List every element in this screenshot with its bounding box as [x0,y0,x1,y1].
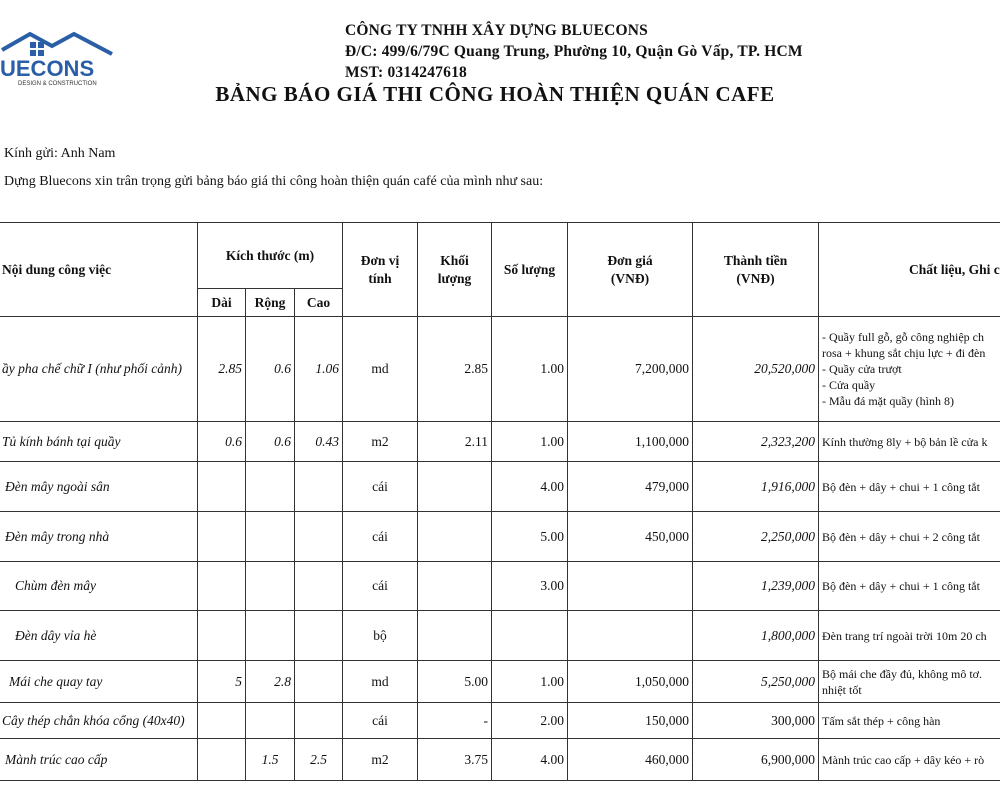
company-name: CÔNG TY TNHH XÂY DỰNG BLUECONS [345,22,648,39]
header-quantity: Số lượng [492,223,568,317]
company-logo [0,28,140,88]
row-total: 2,250,000 [693,512,819,562]
row-length [198,739,246,781]
company-info [345,20,803,83]
row-volume [418,562,492,611]
row-width [246,512,295,562]
row-qty: 4.00 [492,462,568,512]
row-notes [819,611,1000,661]
table-row [0,739,1000,781]
row-qty: 1.00 [492,317,568,422]
row-volume: 2.11 [418,422,492,462]
row-note-line: Bộ mái che đầy đủ, không mô tơ. [822,666,983,681]
header-total [693,223,819,317]
row-price: 7,200,000 [568,317,693,422]
intro-text: Dựng Bluecons xin trân trọng gửi bảng báo giá thi công hoàn thiện quán café của mình như sau: [4,174,544,189]
logo-tagline: DESIGN & CONSTRUCTION [18,81,97,87]
row-volume: - [418,703,492,739]
row-notes [819,317,1000,422]
row-width [246,462,295,512]
row-height [295,512,343,562]
row-name: Mái che quay tay [0,661,198,703]
row-total: 300,000 [693,703,819,739]
row-total: 6,900,000 [693,739,819,781]
row-note-line: Tấm sắt thép + công hàn [822,713,941,728]
row-unit: cái [343,512,418,562]
row-qty: 3.00 [492,562,568,611]
row-width: 0.6 [246,317,295,422]
row-height: 0.43 [295,422,343,462]
row-qty: 1.00 [492,661,568,703]
row-note-line: Bộ đèn + dây + chui + 1 công tắt [822,579,980,593]
row-price: 1,100,000 [568,422,693,462]
header-price-line1: Đơn giá [607,252,653,268]
header-unit-line2: tính [368,270,392,286]
row-note-line: Mành trúc cao cấp + dây kéo + rò [822,752,985,767]
row-total: 2,323,200 [693,422,819,462]
row-length [198,703,246,739]
row-unit: cái [343,703,418,739]
row-notes [819,422,1000,462]
table-row [0,611,1000,661]
row-height [295,703,343,739]
row-total: 5,250,000 [693,661,819,703]
table-row [0,422,1000,462]
row-price: 1,050,000 [568,661,693,703]
row-note-line: Bộ đèn + dây + chui + 1 công tắt [822,479,980,494]
row-length: 0.6 [198,422,246,462]
table-row [0,562,1000,611]
row-name: Đèn mây ngoài sân [0,462,198,512]
row-notes [819,661,1000,703]
row-width [246,562,295,611]
row-length: 2.85 [198,317,246,422]
header-dimension: Kích thước (m) [198,223,343,289]
table-body [0,317,1000,781]
row-price [568,562,693,611]
header-notes: Chất liệu, Ghi c [819,223,1000,317]
row-notes [819,739,1000,781]
row-width [246,611,295,661]
row-name: Chùm đèn mây [0,562,198,611]
row-volume: 3.75 [418,739,492,781]
header-unit [343,223,418,317]
quote-table [0,222,1000,781]
row-qty [492,611,568,661]
table-row [0,661,1000,703]
header-content: Nội dung công việc [0,223,198,317]
row-name: Cây thép chắn khóa cổng (40x40) [0,703,198,739]
company-tax: MST: 0314247618 [345,64,467,81]
row-qty: 5.00 [492,512,568,562]
row-name: Mành trúc cao cấp [0,739,198,781]
row-note-line: - Quầy full gỗ, gỗ công nghiệp ch [822,330,984,344]
logo-house-icon [0,28,140,88]
row-height [295,611,343,661]
row-name: Tủ kính bánh tại quầy [0,422,198,462]
row-notes [819,462,1000,512]
row-height [295,661,343,703]
row-height [295,562,343,611]
row-width: 2.8 [246,661,295,703]
row-total: 1,800,000 [693,611,819,661]
row-name: Đèn dây vỉa hè [0,611,198,661]
row-price: 479,000 [568,462,693,512]
row-notes [819,512,1000,562]
header-unit-line1: Đơn vị [360,252,400,268]
row-volume [418,611,492,661]
logo-text: UECONS [0,56,95,81]
row-unit: md [343,661,418,703]
row-notes [819,703,1000,739]
row-qty: 4.00 [492,739,568,781]
row-volume [418,462,492,512]
row-length [198,562,246,611]
row-note-line: - Mẫu đá mặt quầy (hình 8) [822,394,954,408]
row-note-line: nhiệt tốt [822,682,862,697]
row-unit: md [343,317,418,422]
row-unit: cái [343,562,418,611]
row-volume [418,512,492,562]
table-row [0,462,1000,512]
row-total: 1,239,000 [693,562,819,611]
header-price-line2: (VNĐ) [610,270,650,286]
row-note-line: - Quầy cửa trượt [822,362,902,376]
row-note-line: - Cửa quầy [822,378,876,392]
row-note-line: Bộ đèn + dây + chui + 2 công tắt [822,529,980,544]
row-price: 460,000 [568,739,693,781]
row-width: 1.5 [246,739,295,781]
row-notes [819,562,1000,611]
row-width: 0.6 [246,422,295,462]
header-volume-line1: Khối [440,252,469,268]
header-volume-line2: lượng [437,270,472,286]
row-unit: m2 [343,739,418,781]
row-total: 1,916,000 [693,462,819,512]
row-qty: 2.00 [492,703,568,739]
row-price [568,611,693,661]
row-volume: 5.00 [418,661,492,703]
row-note-line: Đèn trang trí ngoài trời 10m 20 ch [822,628,987,643]
greeting: Kính gửi: Anh Nam [4,146,116,161]
row-price: 150,000 [568,703,693,739]
header-total-line1: Thành tiền [723,252,788,268]
row-width [246,703,295,739]
row-height: 2.5 [295,739,343,781]
company-address: Đ/C: 499/6/79C Quang Trung, Phường 10, Quận Gò Vấp, TP. HCM [345,43,803,60]
row-unit: m2 [343,422,418,462]
row-qty: 1.00 [492,422,568,462]
row-unit: cái [343,462,418,512]
row-unit: bộ [343,611,418,661]
document-title: BẢNG BÁO GIÁ THI CÔNG HOÀN THIỆN QUÁN CAFE [215,82,775,106]
row-volume: 2.85 [418,317,492,422]
row-total: 20,520,000 [693,317,819,422]
row-note-line: Kính thường 8ly + bộ bản lề cửa k [822,434,988,449]
row-length [198,462,246,512]
row-name: Đèn mây trong nhà [0,512,198,562]
row-length [198,611,246,661]
header-total-line2: (VNĐ) [736,270,775,286]
header-volume [418,223,492,317]
table-row [0,703,1000,739]
row-name: ầy pha chế chữ I (như phối cảnh) [0,317,198,422]
header-length: Dài [198,289,246,317]
row-length: 5 [198,661,246,703]
table-row [0,512,1000,562]
row-length [198,512,246,562]
header-width: Rộng [246,289,295,317]
row-height: 1.06 [295,317,343,422]
header-height: Cao [295,289,343,317]
row-height [295,462,343,512]
row-note-line: rosa + khung sắt chịu lực + đi đèn [822,346,986,360]
table-header [0,223,1000,317]
header-price [568,223,693,317]
row-price: 450,000 [568,512,693,562]
table-row [0,317,1000,422]
